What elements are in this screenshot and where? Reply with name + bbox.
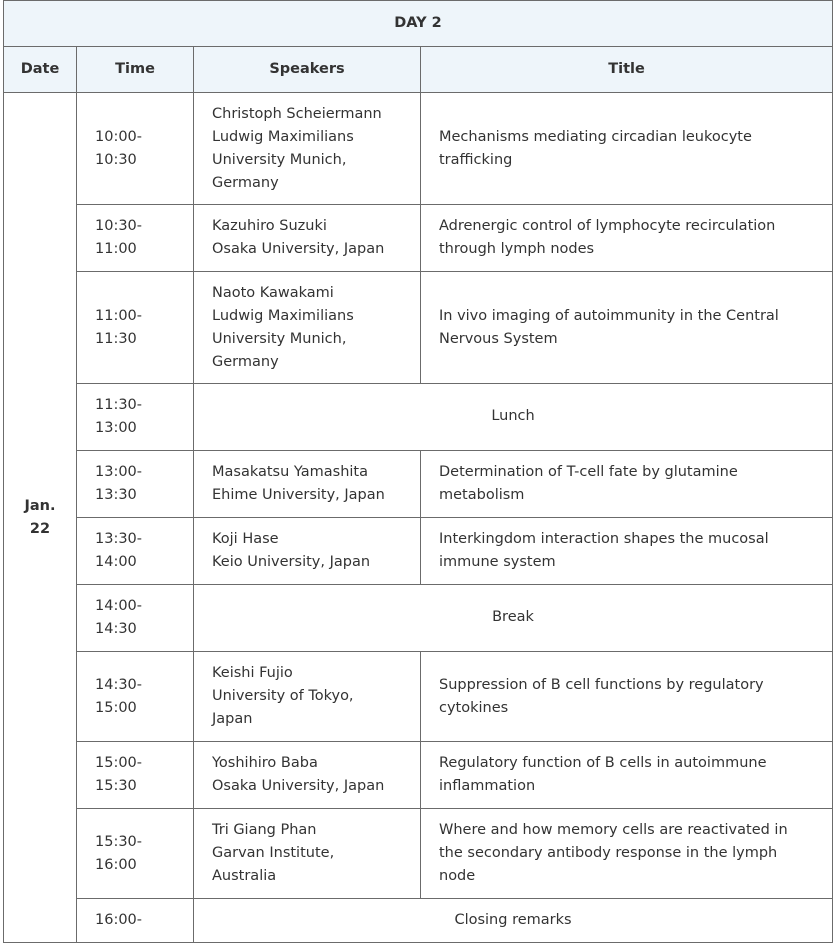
title-cell [421, 451, 833, 518]
time-text: 15:30 [95, 778, 137, 794]
title-text: Where and how memory cells are reactivated in [439, 822, 788, 838]
speaker-cell [194, 93, 421, 205]
title-cell [421, 93, 833, 205]
title-text: trafficking [439, 151, 513, 168]
title-cell [421, 652, 833, 742]
time-cell [77, 93, 194, 205]
speaker-text: Yoshihiro Baba [212, 755, 318, 771]
time-text: 15:30- [95, 833, 143, 850]
time-text: 13:00- [95, 464, 143, 480]
time-text: 16:00- [95, 912, 143, 928]
speaker-text: Masakatsu Yamashita [212, 464, 369, 480]
speaker-text: Osaka University, Japan [212, 778, 385, 794]
title-text: Adrenergic control of lymphocyte recirculation [439, 218, 776, 234]
column-header-title: Title [421, 47, 833, 93]
title-text: Nervous System [439, 330, 558, 347]
title-text: immune system [439, 554, 556, 570]
event-cell: Closing remarks [194, 899, 833, 943]
speaker-text: Keio University, Japan [212, 554, 371, 570]
time-text: 10:30- [95, 218, 143, 234]
speaker-text: Japan [212, 711, 253, 727]
speaker-text: Kazuhiro Suzuki [212, 218, 327, 234]
title-text: through lymph nodes [439, 241, 595, 257]
column-header-date: Date [4, 47, 77, 93]
title-text: Determination of T-cell fate by glutamine [439, 464, 738, 480]
time-cell [77, 809, 194, 899]
time-text: 15:00- [95, 755, 143, 771]
speaker-text: Ehime University, Japan [212, 487, 385, 503]
time-text: 16:00 [95, 856, 137, 873]
time-text: 14:00- [95, 598, 143, 614]
event-cell: Lunch [194, 384, 833, 451]
speaker-text: Ludwig Maximilians [212, 307, 354, 324]
time-text: 13:30- [95, 531, 143, 547]
speaker-text: Koji Hase [212, 531, 279, 547]
event-cell: Break [194, 585, 833, 652]
speaker-text: Germany [212, 353, 279, 370]
title-text: inflammation [439, 778, 536, 794]
time-cell [77, 518, 194, 585]
schedule-row [4, 384, 833, 451]
time-text: 14:30 [95, 621, 137, 637]
column-header-time: Time [77, 47, 194, 93]
time-text: 10:30 [95, 151, 137, 168]
schedule-row [4, 742, 833, 809]
day-title: DAY 2 [4, 1, 833, 47]
time-cell [77, 652, 194, 742]
speaker-cell [194, 809, 421, 899]
speaker-cell [194, 272, 421, 384]
title-text: node [439, 868, 476, 884]
speaker-text: Osaka University, Japan [212, 241, 385, 257]
speaker-cell [194, 205, 421, 272]
schedule-row [4, 272, 833, 384]
speaker-text: University of Tokyo, [212, 688, 354, 704]
speaker-cell [194, 742, 421, 809]
time-text: 11:00- [95, 307, 143, 324]
title-text: In vivo imaging of autoimmunity in the Central [439, 307, 779, 324]
time-text: 14:00 [95, 554, 137, 570]
speaker-cell [194, 652, 421, 742]
time-text: 13:00 [95, 420, 137, 436]
speaker-text: Garvan Institute, [212, 845, 335, 861]
time-text: 15:00 [95, 699, 137, 716]
speaker-text: Tri Giang Phan [212, 822, 317, 838]
title-cell [421, 742, 833, 809]
speaker-text: Christoph Scheiermann [212, 105, 382, 122]
title-text: Interkingdom interaction shapes the mucosal [439, 531, 769, 547]
schedule-row [4, 451, 833, 518]
time-cell [77, 899, 194, 943]
schedule-row [4, 809, 833, 899]
schedule-row [4, 652, 833, 742]
speaker-text: Australia [212, 868, 277, 884]
title-cell [421, 272, 833, 384]
time-text: 11:30 [95, 330, 137, 347]
title-cell [421, 205, 833, 272]
title-text: metabolism [439, 487, 525, 503]
schedule-row [4, 93, 833, 205]
time-cell [77, 384, 194, 451]
time-text: 13:30 [95, 487, 137, 503]
title-cell [421, 518, 833, 585]
time-text: 10:00- [95, 128, 143, 145]
speaker-text: Naoto Kawakami [212, 284, 334, 301]
column-header-row [4, 47, 833, 93]
schedule-row [4, 205, 833, 272]
schedule-row [4, 518, 833, 585]
time-cell [77, 205, 194, 272]
date-text: Jan. [24, 497, 56, 514]
speaker-cell [194, 451, 421, 518]
speaker-text: University Munich, [212, 330, 347, 347]
speaker-text: Keishi Fujio [212, 665, 293, 681]
time-cell [77, 585, 194, 652]
speaker-text: University Munich, [212, 151, 347, 168]
time-cell [77, 272, 194, 384]
date-text: 22 [29, 520, 51, 537]
column-header-speakers: Speakers [194, 47, 421, 93]
day-header-row [4, 1, 833, 47]
time-cell [77, 742, 194, 809]
title-text: Regulatory function of B cells in autoimmune [439, 755, 767, 771]
time-cell [77, 451, 194, 518]
time-text: 11:30- [95, 397, 143, 413]
title-text: Suppression of B cell functions by regulatory [439, 676, 764, 693]
title-cell [421, 809, 833, 899]
schedule-row [4, 899, 833, 943]
speaker-cell [194, 518, 421, 585]
schedule-row [4, 585, 833, 652]
schedule-table [3, 0, 833, 943]
time-text: 11:00 [95, 241, 137, 257]
title-text: Mechanisms mediating circadian leukocyte [439, 128, 752, 145]
title-text: the secondary antibody response in the lymph [439, 845, 778, 861]
title-text: cytokines [439, 699, 509, 716]
date-cell [4, 93, 77, 943]
speaker-text: Ludwig Maximilians [212, 128, 354, 145]
speaker-text: Germany [212, 174, 279, 191]
time-text: 14:30- [95, 676, 143, 693]
